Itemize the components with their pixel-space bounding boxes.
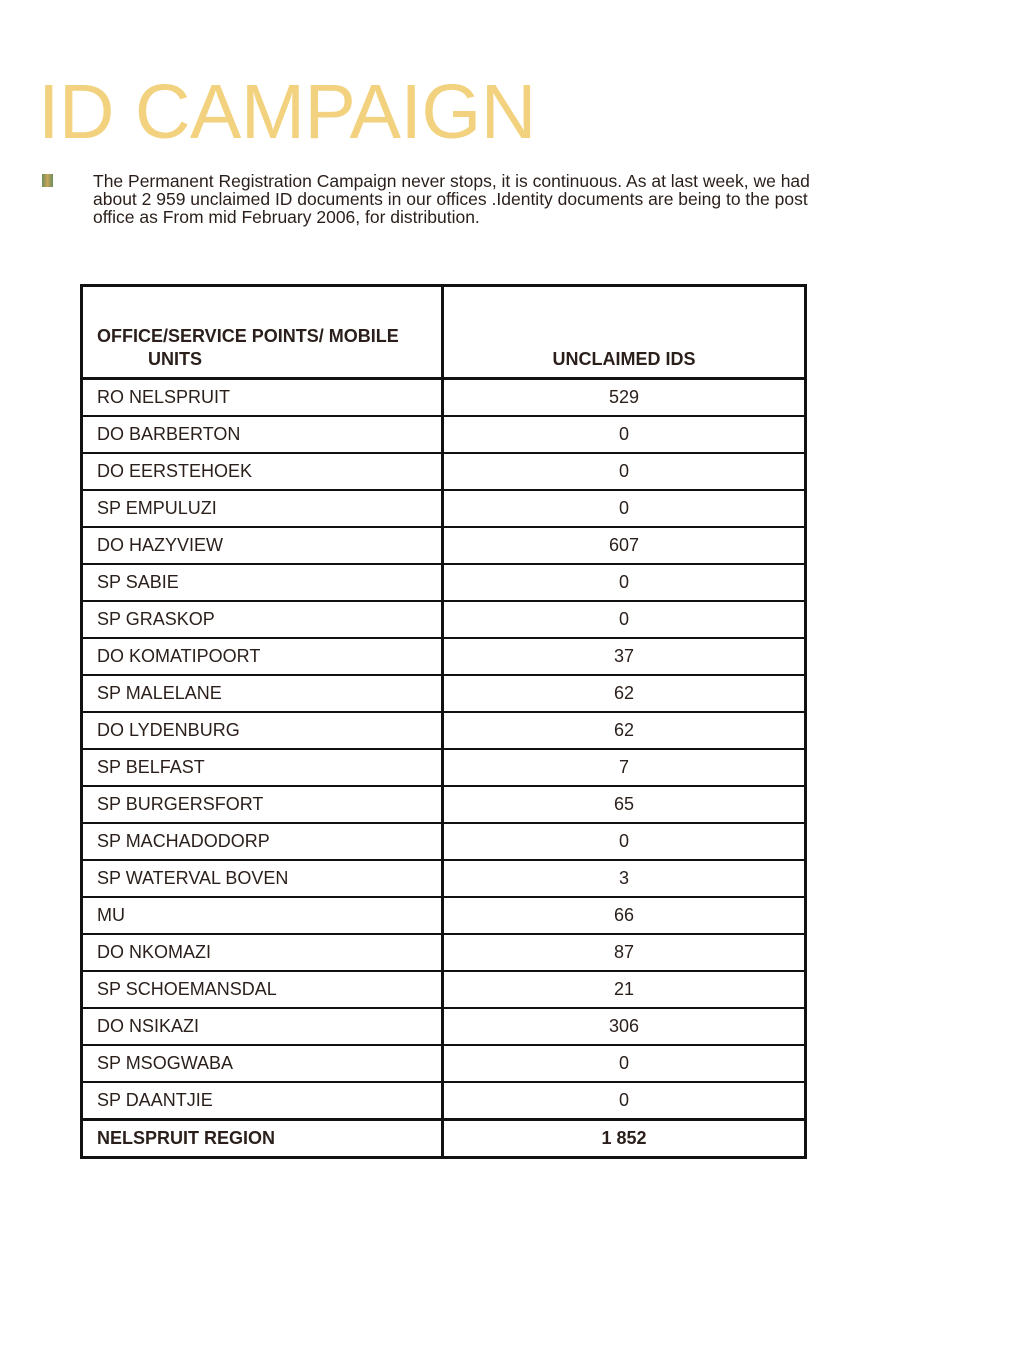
total-unclaimed: 1 852 xyxy=(443,1120,806,1158)
office-cell: SP MALELANE xyxy=(82,675,443,712)
office-cell: DO HAZYVIEW xyxy=(82,527,443,564)
square-bullet-icon xyxy=(42,174,53,187)
header-unclaimed: UNCLAIMED IDS xyxy=(443,286,806,379)
table-row xyxy=(82,601,806,638)
unclaimed-cell: 0 xyxy=(443,1045,806,1082)
table-row xyxy=(82,971,806,1008)
table-header-row xyxy=(82,286,806,379)
table-row xyxy=(82,564,806,601)
office-cell: SP MACHADODORP xyxy=(82,823,443,860)
unclaimed-cell: 37 xyxy=(443,638,806,675)
unclaimed-ids-table xyxy=(80,284,807,1159)
unclaimed-cell: 529 xyxy=(443,379,806,417)
unclaimed-cell: 0 xyxy=(443,601,806,638)
total-office: NELSPRUIT REGION xyxy=(82,1120,443,1158)
table-row xyxy=(82,527,806,564)
office-cell: DO LYDENBURG xyxy=(82,712,443,749)
table-row xyxy=(82,1008,806,1045)
office-cell: DO NSIKAZI xyxy=(82,1008,443,1045)
unclaimed-cell: 3 xyxy=(443,860,806,897)
unclaimed-cell: 306 xyxy=(443,1008,806,1045)
header-office-line2: UNITS xyxy=(148,349,202,369)
table-row xyxy=(82,379,806,417)
table-row xyxy=(82,638,806,675)
total-row xyxy=(82,1120,806,1158)
unclaimed-cell: 607 xyxy=(443,527,806,564)
table-row xyxy=(82,749,806,786)
table-row xyxy=(82,823,806,860)
unclaimed-cell: 62 xyxy=(443,712,806,749)
unclaimed-cell: 0 xyxy=(443,823,806,860)
table-row xyxy=(82,860,806,897)
office-cell: SP GRASKOP xyxy=(82,601,443,638)
page-title: ID CAMPAIGN xyxy=(38,69,536,155)
office-cell: SP SCHOEMANSDAL xyxy=(82,971,443,1008)
table-row xyxy=(82,490,806,527)
unclaimed-cell: 65 xyxy=(443,786,806,823)
unclaimed-cell: 0 xyxy=(443,416,806,453)
office-cell: DO NKOMAZI xyxy=(82,934,443,971)
unclaimed-cell: 66 xyxy=(443,897,806,934)
intro-paragraph: The Permanent Registration Campaign never stops, it is continuous. As at last week, we had about 2 959 unclaimed ID documents in our offices .Identity documents are being to the post office as From mid February 2006, for distribution. xyxy=(93,171,810,227)
table-row xyxy=(82,675,806,712)
office-cell: SP EMPULUZI xyxy=(82,490,443,527)
office-cell: SP WATERVAL BOVEN xyxy=(82,860,443,897)
unclaimed-cell: 0 xyxy=(443,564,806,601)
unclaimed-cell: 87 xyxy=(443,934,806,971)
unclaimed-cell: 0 xyxy=(443,1082,806,1120)
header-office-line1: OFFICE/SERVICE POINTS/ MOBILE xyxy=(97,326,399,346)
table-row xyxy=(82,786,806,823)
table-row xyxy=(82,712,806,749)
table-row xyxy=(82,897,806,934)
office-cell: MU xyxy=(82,897,443,934)
unclaimed-cell: 62 xyxy=(443,675,806,712)
table-row xyxy=(82,1082,806,1120)
office-cell: RO NELSPRUIT xyxy=(82,379,443,417)
office-cell: DO BARBERTON xyxy=(82,416,443,453)
office-cell: SP BELFAST xyxy=(82,749,443,786)
header-office xyxy=(82,286,443,379)
table-row xyxy=(82,416,806,453)
office-cell: SP MSOGWABA xyxy=(82,1045,443,1082)
office-cell: SP BURGERSFORT xyxy=(82,786,443,823)
unclaimed-cell: 0 xyxy=(443,453,806,490)
office-cell: SP DAANTJIE xyxy=(82,1082,443,1120)
table-row xyxy=(82,453,806,490)
unclaimed-cell: 7 xyxy=(443,749,806,786)
table-row xyxy=(82,934,806,971)
office-cell: DO EERSTEHOEK xyxy=(82,453,443,490)
office-cell: SP SABIE xyxy=(82,564,443,601)
unclaimed-cell: 21 xyxy=(443,971,806,1008)
office-cell: DO KOMATIPOORT xyxy=(82,638,443,675)
unclaimed-cell: 0 xyxy=(443,490,806,527)
table-row xyxy=(82,1045,806,1082)
table-body xyxy=(82,379,806,1120)
